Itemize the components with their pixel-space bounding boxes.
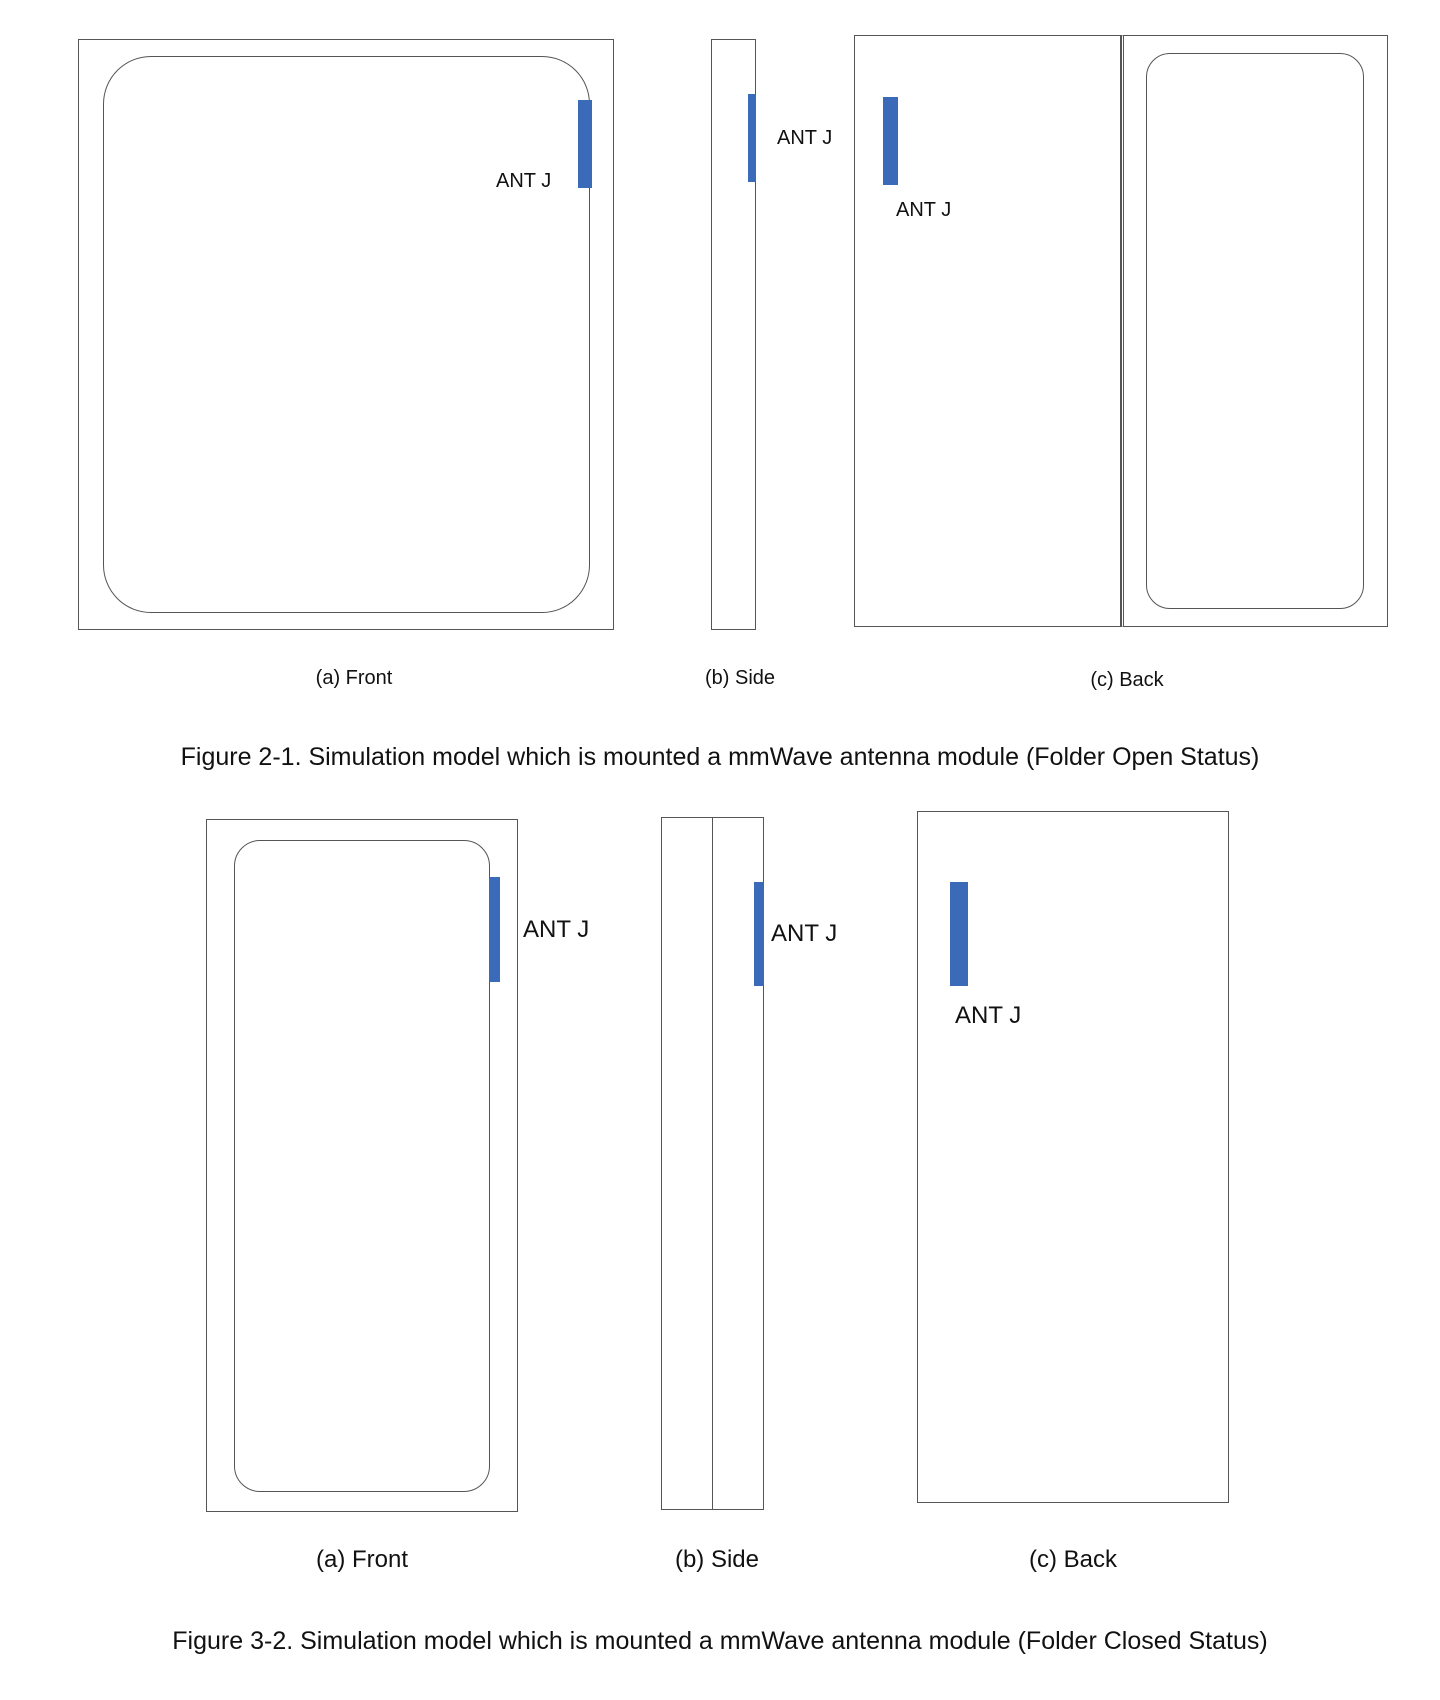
- figure-2-caption: Figure 3-2. Simulation model which is mounted a mmWave antenna module (Folder Closed Status): [172, 1627, 1268, 1655]
- fig1-back-antenna-label: ANT J: [896, 199, 952, 221]
- fig1-front-antenna-module: [578, 100, 592, 188]
- fig2-side-antenna-label: ANT J: [771, 920, 838, 947]
- fig1-front-antenna-label: ANT J: [496, 170, 552, 192]
- fig1-back-antenna-module: [883, 97, 898, 185]
- fig2-side-lower-panel: [661, 817, 713, 1510]
- fig2-back-antenna-module: [950, 882, 968, 986]
- fig1-back-cover-screen: [1146, 53, 1364, 609]
- fig1-front-screen: [103, 56, 590, 613]
- fig1-side-subcaption: (b) Side: [704, 667, 776, 689]
- fig1-side-antenna-module: [748, 94, 756, 182]
- fig2-front-antenna-module: [489, 877, 500, 982]
- fig2-back-antenna-label: ANT J: [955, 1002, 1022, 1029]
- fig2-side-antenna-module: [754, 882, 764, 986]
- fig2-front-antenna-label: ANT J: [523, 916, 590, 943]
- fig1-front-subcaption: (a) Front: [315, 667, 393, 689]
- fig2-front-screen: [234, 840, 490, 1492]
- fig2-side-subcaption: (b) Side: [674, 1546, 760, 1573]
- figure-1-caption: Figure 2-1. Simulation model which is mounted a mmWave antenna module (Folder Open Status): [180, 743, 1260, 771]
- fig2-front-subcaption: (a) Front: [315, 1546, 408, 1573]
- fig1-side-antenna-label: ANT J: [777, 127, 833, 149]
- fig1-back-subcaption: (c) Back: [1090, 669, 1164, 691]
- fig2-back-subcaption: (c) Back: [1028, 1546, 1117, 1573]
